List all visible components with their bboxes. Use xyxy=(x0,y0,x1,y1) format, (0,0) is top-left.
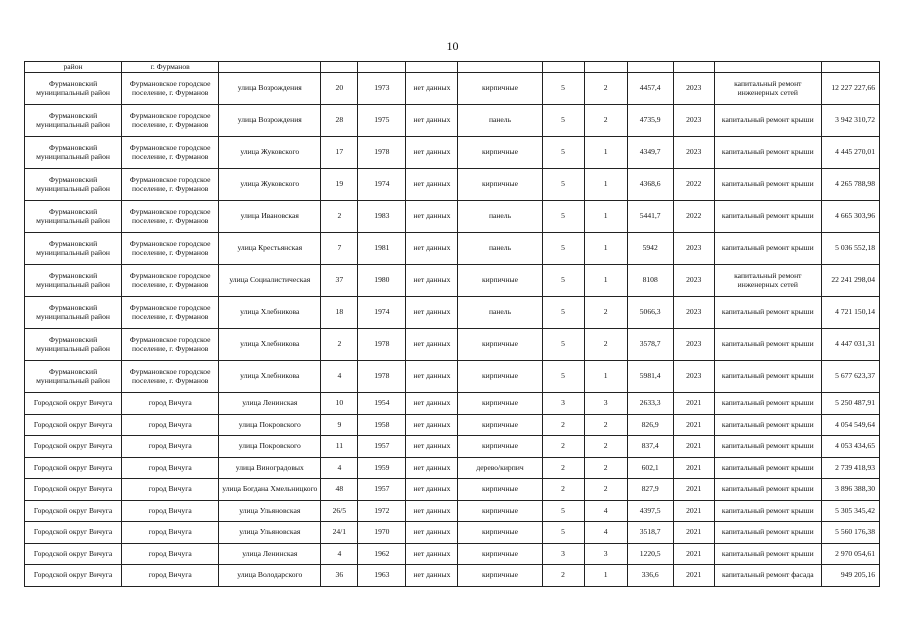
wall-material-cell: кирпичные xyxy=(458,393,542,415)
house-number-cell: 26/5 xyxy=(321,500,358,522)
table-row xyxy=(25,393,880,415)
data-status-cell: нет данных xyxy=(406,414,458,436)
year-built-cell: 1974 xyxy=(358,169,406,201)
year-built-cell: 1963 xyxy=(358,565,406,587)
cost-cell: 5 305 345,42 xyxy=(821,500,879,522)
house-number-cell: 10 xyxy=(321,393,358,415)
plan-year-cell: 2021 xyxy=(673,393,714,415)
street-cell: улица Хлебникова xyxy=(219,329,321,361)
plan-year-cell: 2023 xyxy=(673,361,714,393)
district-cell: Городской округ Вичуга xyxy=(25,565,122,587)
wall-material-cell: панель xyxy=(458,233,542,265)
street-cell: улица Крестьянская xyxy=(219,233,321,265)
street-cell: улица Покровского xyxy=(219,436,321,458)
data-status-cell: нет данных xyxy=(406,457,458,479)
settlement-cell: город Вичуга xyxy=(122,500,219,522)
district-cell: Городской округ Вичуга xyxy=(25,522,122,544)
street-cell: улица Ивановская xyxy=(219,201,321,233)
wall-material-cell: панель xyxy=(458,297,542,329)
settlement-cell: город Вичуга xyxy=(122,543,219,565)
wall-material-cell: дерево/кирпич xyxy=(458,457,542,479)
street-cell: улица Жуковского xyxy=(219,137,321,169)
work-type-cell: капитальный ремонт крыши xyxy=(714,329,821,361)
district-cell: Городской округ Вичуга xyxy=(25,393,122,415)
cost-cell: 5 560 176,38 xyxy=(821,522,879,544)
plan-year-cell: 2021 xyxy=(673,457,714,479)
plan-year-cell: 2021 xyxy=(673,500,714,522)
year-built-cell: 1974 xyxy=(358,297,406,329)
wall-material-cell: кирпичные xyxy=(458,137,542,169)
data-status-cell: нет данных xyxy=(406,233,458,265)
plan-year-cell: 2021 xyxy=(673,414,714,436)
work-type-cell: капитальный ремонт инженерных сетей xyxy=(714,73,821,105)
area-cell: 3578,7 xyxy=(627,329,673,361)
entrances-cell: 1 xyxy=(584,137,627,169)
floors-cell: 5 xyxy=(542,201,584,233)
cost-cell: 3 942 310,72 xyxy=(821,105,879,137)
table-row xyxy=(25,233,880,265)
plan-year-cell: 2021 xyxy=(673,565,714,587)
plan-year-cell: 2021 xyxy=(673,436,714,458)
street-cell: улица Богдана Хмельницкого xyxy=(219,479,321,501)
settlement-cell: Фурмановское городское поселение, г. Фурманов xyxy=(122,233,219,265)
area-cell: 5441,7 xyxy=(627,201,673,233)
data-status-cell: нет данных xyxy=(406,565,458,587)
entrances-cell: 3 xyxy=(584,543,627,565)
entrances-cell: 2 xyxy=(584,105,627,137)
house-number-cell: 20 xyxy=(321,73,358,105)
cost-cell: 5 677 623,37 xyxy=(821,361,879,393)
area-cell: 4349,7 xyxy=(627,137,673,169)
table-row xyxy=(25,73,880,105)
table-row xyxy=(25,436,880,458)
floors-cell: 5 xyxy=(542,105,584,137)
entrances-cell: 2 xyxy=(584,436,627,458)
data-status-cell: нет данных xyxy=(406,479,458,501)
entrances-cell: 2 xyxy=(584,457,627,479)
district-cell: Фурмановский муниципальный район xyxy=(25,137,122,169)
year-built-cell: 1978 xyxy=(358,329,406,361)
plan-year-cell: 2023 xyxy=(673,329,714,361)
area-cell: 826,9 xyxy=(627,414,673,436)
area-cell: 3518,7 xyxy=(627,522,673,544)
floors-cell: 5 xyxy=(542,500,584,522)
data-status-cell: нет данных xyxy=(406,329,458,361)
cost-cell: 4 721 150,14 xyxy=(821,297,879,329)
house-number-cell: 7 xyxy=(321,233,358,265)
year-built-cell: 1954 xyxy=(358,393,406,415)
cost-cell: 4 053 434,65 xyxy=(821,436,879,458)
wall-material-cell: кирпичные xyxy=(458,265,542,297)
cost-cell: 5 250 487,91 xyxy=(821,393,879,415)
settlement-cell: город Вичуга xyxy=(122,393,219,415)
work-type-cell: капитальный ремонт крыши xyxy=(714,297,821,329)
settlement-cell: город Вичуга xyxy=(122,565,219,587)
wall-material-cell: кирпичные xyxy=(458,329,542,361)
cost-cell: 12 227 227,66 xyxy=(821,73,879,105)
area-cell: 4735,9 xyxy=(627,105,673,137)
table-row xyxy=(25,500,880,522)
entrances-cell: 1 xyxy=(584,169,627,201)
area-cell: 1220,5 xyxy=(627,543,673,565)
floors-cell: 2 xyxy=(542,479,584,501)
district-cell: Фурмановский муниципальный район xyxy=(25,233,122,265)
table-row xyxy=(25,457,880,479)
floors-cell: 2 xyxy=(542,457,584,479)
floors-cell: 5 xyxy=(542,329,584,361)
house-number-cell: 24/1 xyxy=(321,522,358,544)
district-cell: Городской округ Вичуга xyxy=(25,543,122,565)
cost-cell: 4 054 549,64 xyxy=(821,414,879,436)
floors-cell: 5 xyxy=(542,73,584,105)
work-type-cell: капитальный ремонт крыши xyxy=(714,105,821,137)
street-cell: улица Социалистическая xyxy=(219,265,321,297)
year-built-cell: 1981 xyxy=(358,233,406,265)
table-row xyxy=(25,169,880,201)
area-cell: 4457,4 xyxy=(627,73,673,105)
work-type-cell: капитальный ремонт крыши xyxy=(714,414,821,436)
entrances-cell: 2 xyxy=(584,479,627,501)
district-cell: Фурмановский муниципальный район xyxy=(25,73,122,105)
house-number-cell: 17 xyxy=(321,137,358,169)
work-type-cell: капитальный ремонт крыши xyxy=(714,393,821,415)
entrances-cell: 1 xyxy=(584,565,627,587)
district-cell: Городской округ Вичуга xyxy=(25,414,122,436)
cost-cell: 3 896 388,30 xyxy=(821,479,879,501)
plan-year-cell: 2021 xyxy=(673,522,714,544)
wall-material-cell: кирпичные xyxy=(458,436,542,458)
wall-material-cell: кирпичные xyxy=(458,522,542,544)
floors-cell: 5 xyxy=(542,361,584,393)
house-number-cell: 19 xyxy=(321,169,358,201)
district-cell: Городской округ Вичуга xyxy=(25,479,122,501)
settlement-cell: город Вичуга xyxy=(122,414,219,436)
house-number-cell: 37 xyxy=(321,265,358,297)
cost-cell: 5 036 552,18 xyxy=(821,233,879,265)
year-built-cell: 1983 xyxy=(358,201,406,233)
plan-year-cell: 2021 xyxy=(673,543,714,565)
plan-year-cell: 2021 xyxy=(673,479,714,501)
area-cell: 5066,3 xyxy=(627,297,673,329)
district-cell: Фурмановский муниципальный район xyxy=(25,329,122,361)
settlement-cell: Фурмановское городское поселение, г. Фурманов xyxy=(122,105,219,137)
table-row xyxy=(25,297,880,329)
house-number-cell: 18 xyxy=(321,297,358,329)
wall-material-cell: кирпичные xyxy=(458,169,542,201)
data-status-cell: нет данных xyxy=(406,436,458,458)
district-cell: Городской округ Вичуга xyxy=(25,436,122,458)
district-cell: Фурмановский муниципальный район xyxy=(25,169,122,201)
house-number-cell: 48 xyxy=(321,479,358,501)
data-status-cell: нет данных xyxy=(406,543,458,565)
floors-cell: 5 xyxy=(542,522,584,544)
table-row xyxy=(25,414,880,436)
data-status-cell: нет данных xyxy=(406,105,458,137)
area-cell: 5981,4 xyxy=(627,361,673,393)
house-number-cell: 36 xyxy=(321,565,358,587)
wall-material-cell: кирпичные xyxy=(458,500,542,522)
house-number-cell: 4 xyxy=(321,361,358,393)
plan-year-cell: 2023 xyxy=(673,105,714,137)
area-cell: 602,1 xyxy=(627,457,673,479)
data-status-cell: нет данных xyxy=(406,393,458,415)
wall-material-cell: панель xyxy=(458,105,542,137)
district-cell: район xyxy=(25,62,122,73)
data-status-cell: нет данных xyxy=(406,522,458,544)
area-cell: 4368,6 xyxy=(627,169,673,201)
data-status-cell: нет данных xyxy=(406,201,458,233)
floors-cell: 5 xyxy=(542,137,584,169)
settlement-cell: город Вичуга xyxy=(122,522,219,544)
table-row xyxy=(25,265,880,297)
settlement-cell: Фурмановское городское поселение, г. Фурманов xyxy=(122,297,219,329)
work-type-cell: капитальный ремонт крыши xyxy=(714,457,821,479)
floors-cell: 2 xyxy=(542,565,584,587)
street-cell: улица Возрождения xyxy=(219,105,321,137)
work-type-cell: капитальный ремонт крыши xyxy=(714,169,821,201)
floors-cell: 5 xyxy=(542,297,584,329)
data-status-cell: нет данных xyxy=(406,265,458,297)
cost-cell: 4 265 788,98 xyxy=(821,169,879,201)
table-row xyxy=(25,62,880,73)
settlement-cell: Фурмановское городское поселение, г. Фурманов xyxy=(122,169,219,201)
data-status-cell: нет данных xyxy=(406,169,458,201)
house-number-cell: 11 xyxy=(321,436,358,458)
wall-material-cell: кирпичные xyxy=(458,361,542,393)
table-row xyxy=(25,137,880,169)
wall-material-cell: панель xyxy=(458,201,542,233)
district-cell: Фурмановский муниципальный район xyxy=(25,297,122,329)
street-cell: улица Виноградовых xyxy=(219,457,321,479)
wall-material-cell: кирпичные xyxy=(458,543,542,565)
cost-cell: 22 241 298,04 xyxy=(821,265,879,297)
street-cell: улица Покровского xyxy=(219,414,321,436)
street-cell: улица Возрождения xyxy=(219,73,321,105)
entrances-cell: 3 xyxy=(584,393,627,415)
work-type-cell: капитальный ремонт инженерных сетей xyxy=(714,265,821,297)
work-type-cell: капитальный ремонт крыши xyxy=(714,500,821,522)
entrances-cell: 2 xyxy=(584,329,627,361)
floors-cell: 5 xyxy=(542,265,584,297)
district-cell: Фурмановский муниципальный район xyxy=(25,201,122,233)
house-number-cell: 9 xyxy=(321,414,358,436)
area-cell: 4397,5 xyxy=(627,500,673,522)
year-built-cell: 1978 xyxy=(358,361,406,393)
house-number-cell: 4 xyxy=(321,543,358,565)
table-row xyxy=(25,201,880,233)
data-status-cell: нет данных xyxy=(406,73,458,105)
work-type-cell: капитальный ремонт крыши xyxy=(714,361,821,393)
work-type-cell: капитальный ремонт крыши xyxy=(714,522,821,544)
plan-year-cell: 2022 xyxy=(673,169,714,201)
wall-material-cell: кирпичные xyxy=(458,565,542,587)
plan-year-cell: 2023 xyxy=(673,73,714,105)
year-built-cell: 1957 xyxy=(358,479,406,501)
plan-year-cell: 2022 xyxy=(673,201,714,233)
entrances-cell: 2 xyxy=(584,73,627,105)
year-built-cell: 1959 xyxy=(358,457,406,479)
table-row xyxy=(25,105,880,137)
settlement-cell: г. Фурманов xyxy=(122,62,219,73)
cost-cell: 4 447 031,31 xyxy=(821,329,879,361)
table-row xyxy=(25,479,880,501)
work-type-cell: капитальный ремонт крыши xyxy=(714,543,821,565)
entrances-cell: 2 xyxy=(584,414,627,436)
district-cell: Фурмановский муниципальный район xyxy=(25,105,122,137)
page-number: 10 xyxy=(446,39,459,53)
settlement-cell: Фурмановское городское поселение, г. Фурманов xyxy=(122,265,219,297)
floors-cell: 2 xyxy=(542,414,584,436)
plan-year-cell: 2023 xyxy=(673,297,714,329)
data-status-cell: нет данных xyxy=(406,297,458,329)
year-built-cell: 1962 xyxy=(358,543,406,565)
settlement-cell: город Вичуга xyxy=(122,436,219,458)
housing-repair-table xyxy=(24,61,880,587)
area-cell: 827,9 xyxy=(627,479,673,501)
work-type-cell: капитальный ремонт крыши xyxy=(714,201,821,233)
entrances-cell: 1 xyxy=(584,265,627,297)
wall-material-cell: кирпичные xyxy=(458,73,542,105)
work-type-cell: капитальный ремонт крыши xyxy=(714,233,821,265)
street-cell: улица Ленинская xyxy=(219,393,321,415)
street-cell: улица Хлебникова xyxy=(219,297,321,329)
entrances-cell: 2 xyxy=(584,297,627,329)
house-number-cell: 28 xyxy=(321,105,358,137)
street-cell: улица Ленинская xyxy=(219,543,321,565)
cost-cell: 2 739 418,93 xyxy=(821,457,879,479)
entrances-cell: 4 xyxy=(584,522,627,544)
table-row xyxy=(25,329,880,361)
settlement-cell: город Вичуга xyxy=(122,479,219,501)
work-type-cell: капитальный ремонт крыши xyxy=(714,137,821,169)
year-built-cell: 1980 xyxy=(358,265,406,297)
work-type-cell: капитальный ремонт крыши xyxy=(714,479,821,501)
plan-year-cell: 2023 xyxy=(673,265,714,297)
floors-cell: 5 xyxy=(542,169,584,201)
settlement-cell: город Вичуга xyxy=(122,457,219,479)
data-status-cell: нет данных xyxy=(406,361,458,393)
year-built-cell: 1958 xyxy=(358,414,406,436)
wall-material-cell: кирпичные xyxy=(458,414,542,436)
entrances-cell: 1 xyxy=(584,361,627,393)
year-built-cell: 1978 xyxy=(358,137,406,169)
floors-cell: 3 xyxy=(542,543,584,565)
street-cell: улица Володарского xyxy=(219,565,321,587)
year-built-cell: 1957 xyxy=(358,436,406,458)
entrances-cell: 1 xyxy=(584,201,627,233)
area-cell: 5942 xyxy=(627,233,673,265)
entrances-cell: 1 xyxy=(584,233,627,265)
table-row xyxy=(25,522,880,544)
district-cell: Городской округ Вичуга xyxy=(25,500,122,522)
cost-cell: 4 445 270,01 xyxy=(821,137,879,169)
plan-year-cell: 2023 xyxy=(673,137,714,169)
area-cell: 837,4 xyxy=(627,436,673,458)
house-number-cell: 2 xyxy=(321,201,358,233)
work-type-cell: капитальный ремонт фасада xyxy=(714,565,821,587)
cost-cell: 4 665 303,96 xyxy=(821,201,879,233)
district-cell: Городской округ Вичуга xyxy=(25,457,122,479)
district-cell: Фурмановский муниципальный район xyxy=(25,265,122,297)
year-built-cell: 1973 xyxy=(358,73,406,105)
floors-cell: 2 xyxy=(542,436,584,458)
year-built-cell: 1972 xyxy=(358,500,406,522)
district-cell: Фурмановский муниципальный район xyxy=(25,361,122,393)
table-row xyxy=(25,565,880,587)
entrances-cell: 4 xyxy=(584,500,627,522)
table-row xyxy=(25,543,880,565)
settlement-cell: Фурмановское городское поселение, г. Фурманов xyxy=(122,361,219,393)
data-status-cell: нет данных xyxy=(406,137,458,169)
street-cell: улица Ульяновская xyxy=(219,522,321,544)
street-cell: улица Жуковского xyxy=(219,169,321,201)
data-status-cell: нет данных xyxy=(406,500,458,522)
floors-cell: 5 xyxy=(542,233,584,265)
work-type-cell: капитальный ремонт крыши xyxy=(714,436,821,458)
cost-cell: 949 205,16 xyxy=(821,565,879,587)
street-cell: улица Ульяновская xyxy=(219,500,321,522)
year-built-cell: 1975 xyxy=(358,105,406,137)
wall-material-cell: кирпичные xyxy=(458,479,542,501)
area-cell: 2633,3 xyxy=(627,393,673,415)
settlement-cell: Фурмановское городское поселение, г. Фурманов xyxy=(122,137,219,169)
cost-cell: 2 970 054,61 xyxy=(821,543,879,565)
settlement-cell: Фурмановское городское поселение, г. Фурманов xyxy=(122,73,219,105)
street-cell: улица Хлебникова xyxy=(219,361,321,393)
settlement-cell: Фурмановское городское поселение, г. Фурманов xyxy=(122,329,219,361)
plan-year-cell: 2023 xyxy=(673,233,714,265)
area-cell: 8108 xyxy=(627,265,673,297)
area-cell: 336,6 xyxy=(627,565,673,587)
house-number-cell: 4 xyxy=(321,457,358,479)
table-row xyxy=(25,361,880,393)
floors-cell: 3 xyxy=(542,393,584,415)
year-built-cell: 1970 xyxy=(358,522,406,544)
settlement-cell: Фурмановское городское поселение, г. Фурманов xyxy=(122,201,219,233)
house-number-cell: 2 xyxy=(321,329,358,361)
